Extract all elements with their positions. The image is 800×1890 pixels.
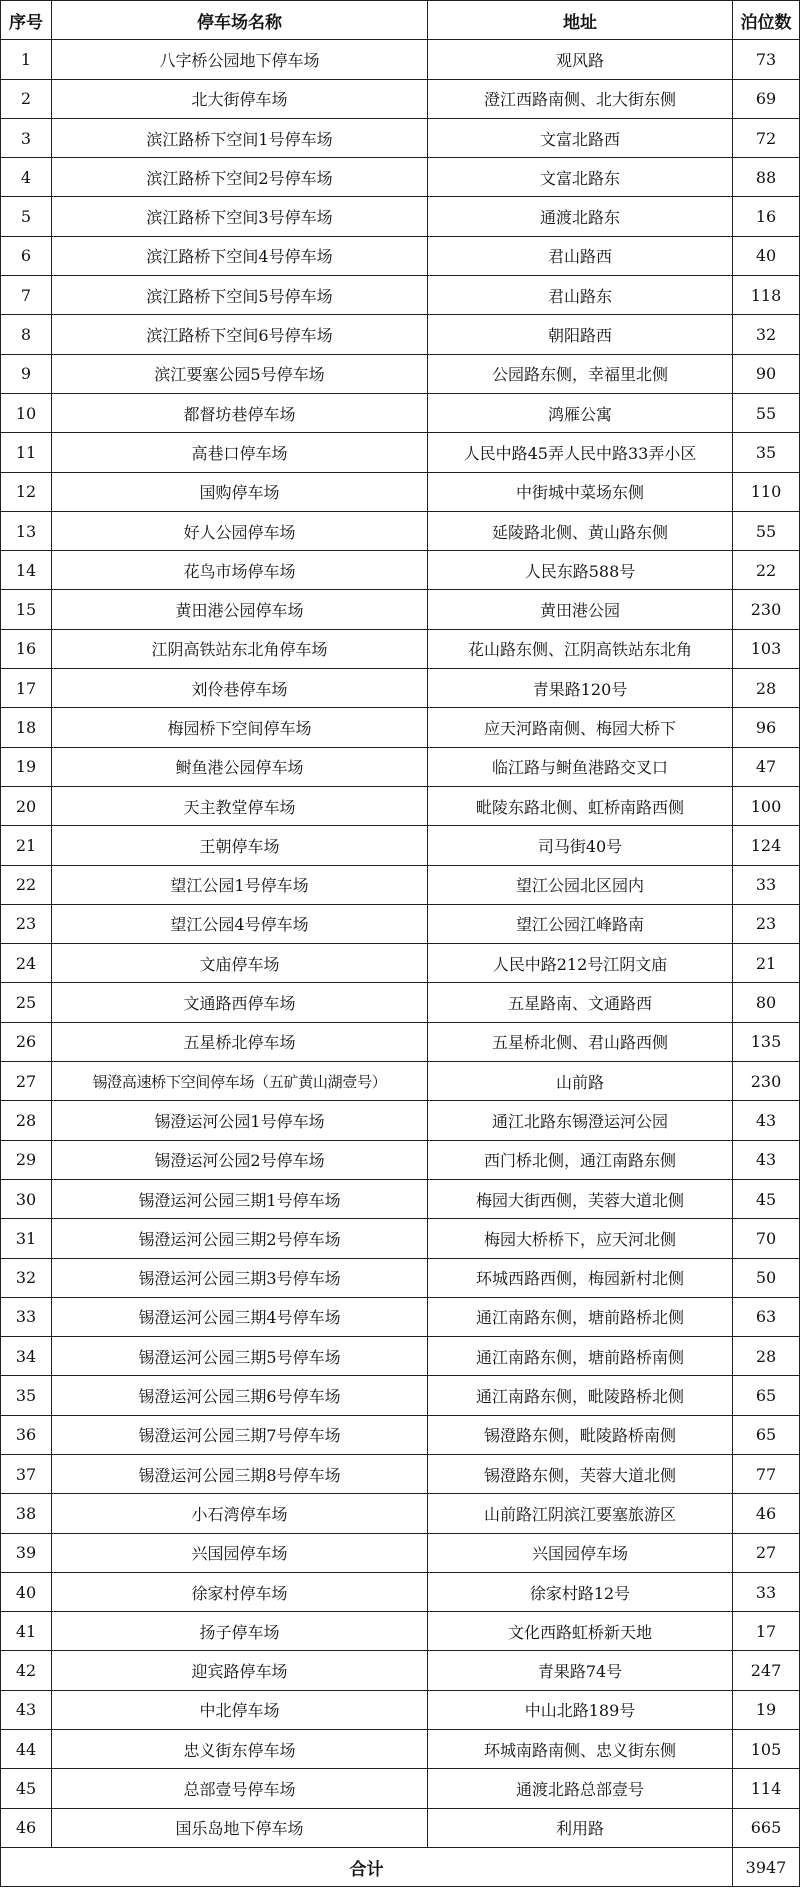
total-label: 合计	[1, 1847, 733, 1886]
row-name: 花鸟市场停车场	[52, 551, 428, 590]
row-name: 都督坊巷停车场	[52, 393, 428, 432]
row-name: 锡澄运河公园三期8号停车场	[52, 1454, 428, 1493]
row-name: 扬子停车场	[52, 1612, 428, 1651]
row-index: 13	[1, 511, 52, 550]
row-spaces: 70	[733, 1219, 800, 1258]
header-name: 停车场名称	[52, 1, 428, 40]
row-spaces: 77	[733, 1454, 800, 1493]
table-row	[1, 865, 800, 904]
row-name: 锡澄运河公园三期7号停车场	[52, 1415, 428, 1454]
row-index: 6	[1, 236, 52, 275]
row-index: 17	[1, 669, 52, 708]
row-index: 29	[1, 1140, 52, 1179]
row-address: 环城西路西侧，梅园新村北侧	[428, 1258, 733, 1297]
table-row	[1, 747, 800, 786]
row-index: 46	[1, 1808, 52, 1847]
row-spaces: 22	[733, 551, 800, 590]
table-row	[1, 629, 800, 668]
row-address: 人民中路45弄人民中路33弄小区	[428, 433, 733, 472]
row-address: 人民东路588号	[428, 551, 733, 590]
row-index: 39	[1, 1533, 52, 1572]
row-name: 滨江路桥下空间3号停车场	[52, 197, 428, 236]
row-index: 25	[1, 983, 52, 1022]
row-address: 望江公园江峰路南	[428, 904, 733, 943]
row-spaces: 124	[733, 826, 800, 865]
row-address: 兴国园停车场	[428, 1533, 733, 1572]
row-spaces: 16	[733, 197, 800, 236]
row-name: 锡澄运河公园三期3号停车场	[52, 1258, 428, 1297]
row-spaces: 247	[733, 1651, 800, 1690]
row-name: 滨江路桥下空间5号停车场	[52, 276, 428, 315]
row-spaces: 80	[733, 983, 800, 1022]
row-address: 通江南路东侧，塘前路桥南侧	[428, 1337, 733, 1376]
row-index: 10	[1, 393, 52, 432]
table-row	[1, 1769, 800, 1808]
table-row	[1, 1179, 800, 1218]
table-row	[1, 1062, 800, 1101]
row-index: 7	[1, 276, 52, 315]
row-address: 通渡北路总部壹号	[428, 1769, 733, 1808]
row-index: 14	[1, 551, 52, 590]
table-row	[1, 551, 800, 590]
table-row	[1, 118, 800, 157]
row-spaces: 19	[733, 1690, 800, 1729]
header-address: 地址	[428, 1, 733, 40]
row-address: 黄田港公园	[428, 590, 733, 629]
row-address: 毗陵东路北侧、虹桥南路西侧	[428, 786, 733, 825]
table-row	[1, 1730, 800, 1769]
row-spaces: 35	[733, 433, 800, 472]
table-row	[1, 1533, 800, 1572]
row-name: 小石湾停车场	[52, 1494, 428, 1533]
table-row	[1, 40, 800, 79]
row-index: 24	[1, 944, 52, 983]
row-name: 高巷口停车场	[52, 433, 428, 472]
row-spaces: 230	[733, 590, 800, 629]
row-index: 9	[1, 354, 52, 393]
row-index: 31	[1, 1219, 52, 1258]
table-row	[1, 1297, 800, 1336]
row-spaces: 118	[733, 276, 800, 315]
total-row	[1, 1847, 800, 1886]
row-address: 通江南路东侧，塘前路桥北侧	[428, 1297, 733, 1336]
table-row	[1, 433, 800, 472]
row-spaces: 33	[733, 1572, 800, 1611]
row-index: 37	[1, 1454, 52, 1493]
row-spaces: 105	[733, 1730, 800, 1769]
row-name: 滨江路桥下空间6号停车场	[52, 315, 428, 354]
table-row	[1, 904, 800, 943]
row-index: 28	[1, 1101, 52, 1140]
table-row	[1, 1101, 800, 1140]
row-spaces: 55	[733, 393, 800, 432]
row-index: 45	[1, 1769, 52, 1808]
row-name: 锡澄高速桥下空间停车场（五矿黄山湖壹号）	[52, 1062, 428, 1101]
row-spaces: 73	[733, 40, 800, 79]
row-address: 中山北路189号	[428, 1690, 733, 1729]
row-address: 中街城中菜场东侧	[428, 472, 733, 511]
row-address: 司马街40号	[428, 826, 733, 865]
header-index: 序号	[1, 1, 52, 40]
row-name: 锡澄运河公园三期1号停车场	[52, 1179, 428, 1218]
row-spaces: 114	[733, 1769, 800, 1808]
row-spaces: 55	[733, 511, 800, 550]
row-name: 忠义街东停车场	[52, 1730, 428, 1769]
row-address: 文化西路虹桥新天地	[428, 1612, 733, 1651]
row-name: 滨江路桥下空间1号停车场	[52, 118, 428, 157]
table-row	[1, 197, 800, 236]
row-index: 36	[1, 1415, 52, 1454]
row-spaces: 135	[733, 1022, 800, 1061]
table-row	[1, 393, 800, 432]
row-address: 西门桥北侧，通江南路东侧	[428, 1140, 733, 1179]
row-spaces: 27	[733, 1533, 800, 1572]
row-spaces: 28	[733, 1337, 800, 1376]
row-address: 应天河路南侧、梅园大桥下	[428, 708, 733, 747]
row-spaces: 88	[733, 158, 800, 197]
row-address: 通渡北路东	[428, 197, 733, 236]
row-index: 15	[1, 590, 52, 629]
row-name: 中北停车场	[52, 1690, 428, 1729]
row-index: 33	[1, 1297, 52, 1336]
row-address: 延陵路北侧、黄山路东侧	[428, 511, 733, 550]
row-spaces: 65	[733, 1415, 800, 1454]
table-row	[1, 79, 800, 118]
row-index: 26	[1, 1022, 52, 1061]
row-address: 临江路与鲥鱼港路交叉口	[428, 747, 733, 786]
table-row	[1, 590, 800, 629]
row-address: 青果路74号	[428, 1651, 733, 1690]
table-row	[1, 1219, 800, 1258]
row-name: 滨江要塞公园5号停车场	[52, 354, 428, 393]
row-spaces: 103	[733, 629, 800, 668]
row-name: 锡澄运河公园三期2号停车场	[52, 1219, 428, 1258]
row-name: 文庙停车场	[52, 944, 428, 983]
row-address: 山前路	[428, 1062, 733, 1101]
table-row	[1, 786, 800, 825]
table-row	[1, 1454, 800, 1493]
row-spaces: 43	[733, 1101, 800, 1140]
row-index: 11	[1, 433, 52, 472]
table-row	[1, 1612, 800, 1651]
row-spaces: 21	[733, 944, 800, 983]
row-index: 8	[1, 315, 52, 354]
row-index: 23	[1, 904, 52, 943]
header-row	[1, 1, 800, 40]
row-name: 八字桥公园地下停车场	[52, 40, 428, 79]
table-row	[1, 276, 800, 315]
row-address: 五星路南、文通路西	[428, 983, 733, 1022]
row-spaces: 50	[733, 1258, 800, 1297]
row-index: 5	[1, 197, 52, 236]
row-name: 望江公园1号停车场	[52, 865, 428, 904]
table-row	[1, 1376, 800, 1415]
row-name: 迎宾路停车场	[52, 1651, 428, 1690]
row-index: 41	[1, 1612, 52, 1651]
row-address: 君山路东	[428, 276, 733, 315]
row-spaces: 45	[733, 1179, 800, 1218]
row-index: 35	[1, 1376, 52, 1415]
row-name: 徐家村停车场	[52, 1572, 428, 1611]
row-spaces: 28	[733, 669, 800, 708]
row-index: 1	[1, 40, 52, 79]
row-index: 34	[1, 1337, 52, 1376]
row-spaces: 40	[733, 236, 800, 275]
table-row	[1, 315, 800, 354]
row-index: 44	[1, 1730, 52, 1769]
row-index: 38	[1, 1494, 52, 1533]
row-index: 16	[1, 629, 52, 668]
row-spaces: 23	[733, 904, 800, 943]
row-spaces: 47	[733, 747, 800, 786]
row-address: 望江公园北区园内	[428, 865, 733, 904]
table-row	[1, 236, 800, 275]
row-address: 朝阳路西	[428, 315, 733, 354]
row-address: 利用路	[428, 1808, 733, 1847]
header-spaces: 泊位数	[733, 1, 800, 40]
row-name: 天主教堂停车场	[52, 786, 428, 825]
table-row	[1, 1572, 800, 1611]
row-name: 好人公园停车场	[52, 511, 428, 550]
row-name: 总部壹号停车场	[52, 1769, 428, 1808]
row-spaces: 17	[733, 1612, 800, 1651]
row-index: 2	[1, 79, 52, 118]
row-address: 花山路东侧、江阴高铁站东北角	[428, 629, 733, 668]
row-address: 鸿雁公寓	[428, 393, 733, 432]
row-index: 43	[1, 1690, 52, 1729]
row-name: 梅园桥下空间停车场	[52, 708, 428, 747]
row-index: 19	[1, 747, 52, 786]
row-spaces: 96	[733, 708, 800, 747]
row-address: 梅园大街西侧，芙蓉大道北侧	[428, 1179, 733, 1218]
row-address: 通江北路东锡澄运河公园	[428, 1101, 733, 1140]
table-row	[1, 983, 800, 1022]
row-name: 锡澄运河公园2号停车场	[52, 1140, 428, 1179]
row-name: 望江公园4号停车场	[52, 904, 428, 943]
row-index: 20	[1, 786, 52, 825]
row-address: 观风路	[428, 40, 733, 79]
row-name: 滨江路桥下空间2号停车场	[52, 158, 428, 197]
row-spaces: 100	[733, 786, 800, 825]
row-name: 江阴高铁站东北角停车场	[52, 629, 428, 668]
row-name: 滨江路桥下空间4号停车场	[52, 236, 428, 275]
row-spaces: 46	[733, 1494, 800, 1533]
row-address: 澄江西路南侧、北大街东侧	[428, 79, 733, 118]
table-row	[1, 354, 800, 393]
row-spaces: 90	[733, 354, 800, 393]
row-spaces: 72	[733, 118, 800, 157]
table-row	[1, 1494, 800, 1533]
table-row	[1, 708, 800, 747]
row-name: 兴国园停车场	[52, 1533, 428, 1572]
row-spaces: 69	[733, 79, 800, 118]
row-address: 君山路西	[428, 236, 733, 275]
table-body	[1, 40, 800, 1848]
row-index: 32	[1, 1258, 52, 1297]
row-name: 王朝停车场	[52, 826, 428, 865]
table-row	[1, 944, 800, 983]
row-address: 人民中路212号江阴文庙	[428, 944, 733, 983]
table-row	[1, 472, 800, 511]
row-name: 锡澄运河公园三期4号停车场	[52, 1297, 428, 1336]
row-address: 环城南路南侧、忠义街东侧	[428, 1730, 733, 1769]
row-address: 徐家村路12号	[428, 1572, 733, 1611]
row-address: 文富北路西	[428, 118, 733, 157]
row-spaces: 32	[733, 315, 800, 354]
row-index: 22	[1, 865, 52, 904]
row-address: 锡澄路东侧，芙蓉大道北侧	[428, 1454, 733, 1493]
table-row	[1, 669, 800, 708]
row-name: 五星桥北停车场	[52, 1022, 428, 1061]
row-index: 12	[1, 472, 52, 511]
row-spaces: 43	[733, 1140, 800, 1179]
row-index: 27	[1, 1062, 52, 1101]
row-index: 40	[1, 1572, 52, 1611]
row-address: 锡澄路东侧，毗陵路桥南侧	[428, 1415, 733, 1454]
row-name: 锡澄运河公园三期5号停车场	[52, 1337, 428, 1376]
row-index: 30	[1, 1179, 52, 1218]
table-row	[1, 1415, 800, 1454]
row-address: 公园路东侧，幸福里北侧	[428, 354, 733, 393]
row-name: 锡澄运河公园1号停车场	[52, 1101, 428, 1140]
row-name: 国购停车场	[52, 472, 428, 511]
row-address: 文富北路东	[428, 158, 733, 197]
table-row	[1, 1808, 800, 1847]
row-address: 青果路120号	[428, 669, 733, 708]
row-address: 五星桥北侧、君山路西侧	[428, 1022, 733, 1061]
row-index: 18	[1, 708, 52, 747]
row-name: 北大街停车场	[52, 79, 428, 118]
row-spaces: 63	[733, 1297, 800, 1336]
row-spaces: 230	[733, 1062, 800, 1101]
row-name: 文通路西停车场	[52, 983, 428, 1022]
table-row	[1, 511, 800, 550]
table-row	[1, 1651, 800, 1690]
row-address: 山前路江阴滨江要塞旅游区	[428, 1494, 733, 1533]
row-index: 4	[1, 158, 52, 197]
table-row	[1, 1337, 800, 1376]
row-spaces: 110	[733, 472, 800, 511]
row-name: 鲥鱼港公园停车场	[52, 747, 428, 786]
table-row	[1, 1140, 800, 1179]
table-row	[1, 1258, 800, 1297]
row-name: 黄田港公园停车场	[52, 590, 428, 629]
row-address: 通江南路东侧，毗陵路桥北侧	[428, 1376, 733, 1415]
row-index: 3	[1, 118, 52, 157]
row-index: 21	[1, 826, 52, 865]
table-row	[1, 826, 800, 865]
total-value: 3947	[733, 1847, 800, 1886]
row-index: 42	[1, 1651, 52, 1690]
row-spaces: 665	[733, 1808, 800, 1847]
table-row	[1, 158, 800, 197]
row-address: 梅园大桥桥下，应天河北侧	[428, 1219, 733, 1258]
row-name: 锡澄运河公园三期6号停车场	[52, 1376, 428, 1415]
row-spaces: 33	[733, 865, 800, 904]
table-row	[1, 1690, 800, 1729]
row-name: 刘伶巷停车场	[52, 669, 428, 708]
row-spaces: 65	[733, 1376, 800, 1415]
row-name: 国乐岛地下停车场	[52, 1808, 428, 1847]
table-row	[1, 1022, 800, 1061]
